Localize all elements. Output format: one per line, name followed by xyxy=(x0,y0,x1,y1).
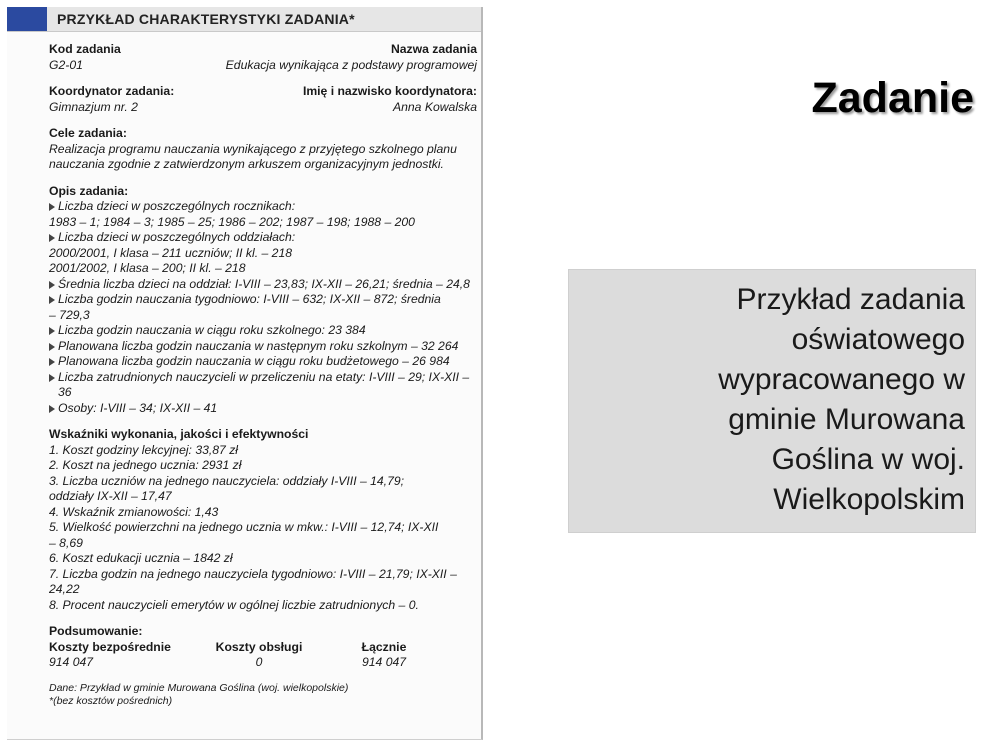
wskaznik-7: 7. Liczba godzin na jednego nauczyciela tygodniowo: I-VIII – 21,79; IX-XII – 24,22 xyxy=(49,566,457,596)
nazwa-label: Nazwa zadania xyxy=(390,42,477,56)
cele-label: Cele zadania: xyxy=(49,126,127,140)
description-line-2: oświatowego xyxy=(791,323,965,356)
description-line-5: Goślina w woj. xyxy=(771,443,965,476)
kod-value: G2-01 xyxy=(49,57,83,72)
wskaznik-3: 3. Liczba uczniów na jednego nauczyciela: oddziały I-VIII – 14,79; xyxy=(49,473,405,488)
wskaznik-4: 4. Wskaźnik zmianowości: 1,43 xyxy=(49,504,219,519)
summary-header-total: Łącznie xyxy=(361,639,407,654)
opis-bullet-7: Planowana liczba godzin nauczania w ciągu roku budżetowego – 26 984 xyxy=(49,354,477,370)
wskaznik-8: 8. Procent nauczycieli emerytów w ogólnej liczbie zatrudnionych – 0. xyxy=(49,597,419,612)
wskaznik-1: 1. Koszt godziny lekcyjnej: 33,87 zł xyxy=(49,442,239,457)
summary-table xyxy=(49,640,477,671)
slide-title: Zadanie xyxy=(811,74,974,122)
task-card xyxy=(7,7,483,740)
description-line-3: wypracowanego w xyxy=(718,363,965,396)
opis-bullet-4: Liczba godzin nauczania tygodniowo: I-VIII – 632; IX-XII – 872; średnia xyxy=(49,292,477,308)
opis-bullet-1: Liczba dzieci w poszczególnych rocznikach: xyxy=(49,199,477,215)
opis-bullet-8: Liczba zatrudnionych nauczycieli w przeliczeniu na etaty: I-VIII – 29; IX-XII – 36 xyxy=(49,370,477,401)
wskazniki-label: Wskaźniki wykonania, jakości i efektywności xyxy=(49,427,309,441)
description-box xyxy=(568,269,976,533)
header-accent xyxy=(7,7,47,31)
opis-bullet-2: Liczba dzieci w poszczególnych oddziałach: xyxy=(49,230,477,246)
opis-bullet-5: Liczba godzin nauczania w ciągu roku szkolnego: 23 384 xyxy=(49,323,477,339)
koordynator-value: Gimnazjum nr. 2 xyxy=(49,99,138,114)
opis-bullet-9: Osoby: I-VIII – 34; IX-XII – 41 xyxy=(49,401,477,417)
card-title: PRZYKŁAD CHARAKTERYSTYKI ZADANIA* xyxy=(57,11,355,27)
summary-value-service: 0 xyxy=(255,655,263,669)
opis-bullet-6: Planowana liczba godzin nauczania w następnym roku szkolnym – 32 264 xyxy=(49,339,477,355)
opis-bullet-2-detail-1: 2000/2001, I klasa – 211 uczniów; II kl. – 218 xyxy=(49,245,293,260)
summary-value-direct: 914 047 xyxy=(49,655,94,669)
nazwa-value: Edukacja wynikająca z podstawy programowej xyxy=(225,57,477,72)
opis-bullet-3: Średnia liczba dzieci na oddział: I-VIII – 23,83; IX-XII – 26,21; średnia – 24,8 xyxy=(49,277,477,293)
description-line-6: Wielkopolskim xyxy=(773,483,965,516)
description-line-4: gminie Murowana xyxy=(728,403,965,436)
podsumowanie-label: Podsumowanie: xyxy=(49,624,143,638)
card-content xyxy=(49,31,477,708)
opis-bullet-4-detail: – 729,3 xyxy=(49,307,90,322)
opis-bullet-1-detail: 1983 – 1; 1984 – 3; 1985 – 25; 1986 – 202; 1987 – 198; 1988 – 200 xyxy=(49,214,415,229)
imie-value: Anna Kowalska xyxy=(392,99,477,114)
cele-line-1: Realizacja programu nauczania wynikającego z przyjętego szkolnego planu xyxy=(49,141,457,156)
source-note: Dane: Przykład w gminie Murowana Goślina (woj. wielkopolskie) xyxy=(49,681,349,694)
koordynator-label: Koordynator zadania: xyxy=(49,84,175,98)
wskaznik-5: 5. Wielkość powierzchni na jednego ucznia w mkw.: I-VIII – 12,74; IX-XII xyxy=(49,520,439,534)
wskaznik-3-detail: oddziały IX-XII – 17,47 xyxy=(49,489,172,503)
card-header xyxy=(7,7,481,32)
description-line-1: Przykład zadania xyxy=(736,283,965,316)
cele-line-2: nauczania zgodnie z zatwierdzonym arkuszem organizacyjnym jednostki. xyxy=(49,157,444,171)
summary-header-service: Koszty obsługi xyxy=(215,639,303,654)
summary-header-direct: Koszty bezpośrednie xyxy=(49,639,171,654)
wskaznik-5-detail: – 8,69 xyxy=(49,535,83,550)
opis-bullet-2-detail-2: 2001/2002, I klasa – 200; II kl. – 218 xyxy=(49,261,246,275)
footnote: *(bez kosztów pośrednich) xyxy=(49,694,173,707)
imie-label: Imię i nazwisko koordynatora: xyxy=(302,84,477,98)
opis-label: Opis zadania: xyxy=(49,183,129,198)
summary-value-total: 914 047 xyxy=(361,655,407,669)
wskaznik-6: 6. Koszt edukacji ucznia – 1842 zł xyxy=(49,551,233,565)
kod-label: Kod zadania xyxy=(49,42,121,56)
wskaznik-2: 2. Koszt na jednego ucznia: 2931 zł xyxy=(49,458,242,472)
